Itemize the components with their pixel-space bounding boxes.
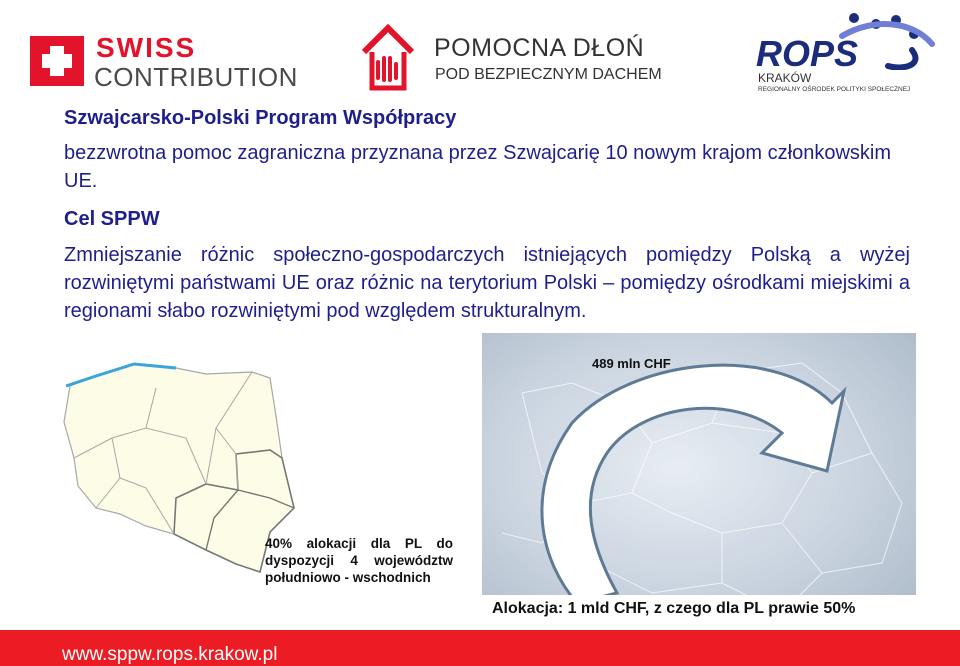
goal-description: Zmniejszanie różnic społeczno-gospodarczych istniejących pomiędzy Polską a wyżej rozwiniętymi państwami UE oraz różnic na terytorium Polski – pomiędzy ośrodkami miejskimi a regionami słabo rozwiniętymi pod względem strukturalnym. bbox=[64, 244, 910, 322]
poland-map bbox=[56, 358, 296, 588]
rops-city: KRAKÓW bbox=[758, 71, 812, 85]
amount-label: 489 mln CHF bbox=[592, 356, 671, 371]
pomocna-subtitle: POD BEZPIECZNYM DACHEM bbox=[435, 66, 662, 83]
rops-name: ROPS bbox=[756, 33, 859, 74]
swiss-logo-line2: CONTRIBUTION bbox=[94, 62, 298, 92]
house-hand-icon bbox=[360, 22, 416, 92]
program-description: bezzwrotna pomoc zagraniczna przyznana przez Szwajcarię 10 nowym krajom członkowskim UE. bbox=[64, 142, 892, 192]
swiss-flag-icon bbox=[30, 36, 84, 86]
share-text: 40% alokacji dla PL do dyspozycji 4 województw południowo - wschodnich bbox=[265, 536, 453, 585]
swiss-contribution-logo bbox=[30, 30, 300, 90]
swiss-logo-line1: SWISS bbox=[96, 32, 197, 63]
rops-full-name: REGIONALNY OŚRODEK POLITYKI SPOŁECZNEJ bbox=[758, 86, 911, 93]
footer-url[interactable]: www.sppw.rops.krakow.pl bbox=[62, 644, 278, 665]
goal-heading: Cel SPPW bbox=[64, 208, 160, 230]
program-title: Szwajcarsko-Polski Program Współpracy bbox=[64, 107, 457, 129]
pomocna-title: POMOCNA DŁOŃ bbox=[434, 34, 645, 62]
europe-map-panel bbox=[482, 333, 916, 631]
pomocna-dlon-logo bbox=[360, 22, 680, 92]
rops-logo bbox=[752, 10, 942, 95]
allocation-text: Alokacja: 1 mld CHF, z czego dla PL prawie 50% bbox=[492, 600, 856, 617]
europe-map-graphic bbox=[482, 333, 916, 631]
allocation-arrow bbox=[542, 365, 844, 603]
